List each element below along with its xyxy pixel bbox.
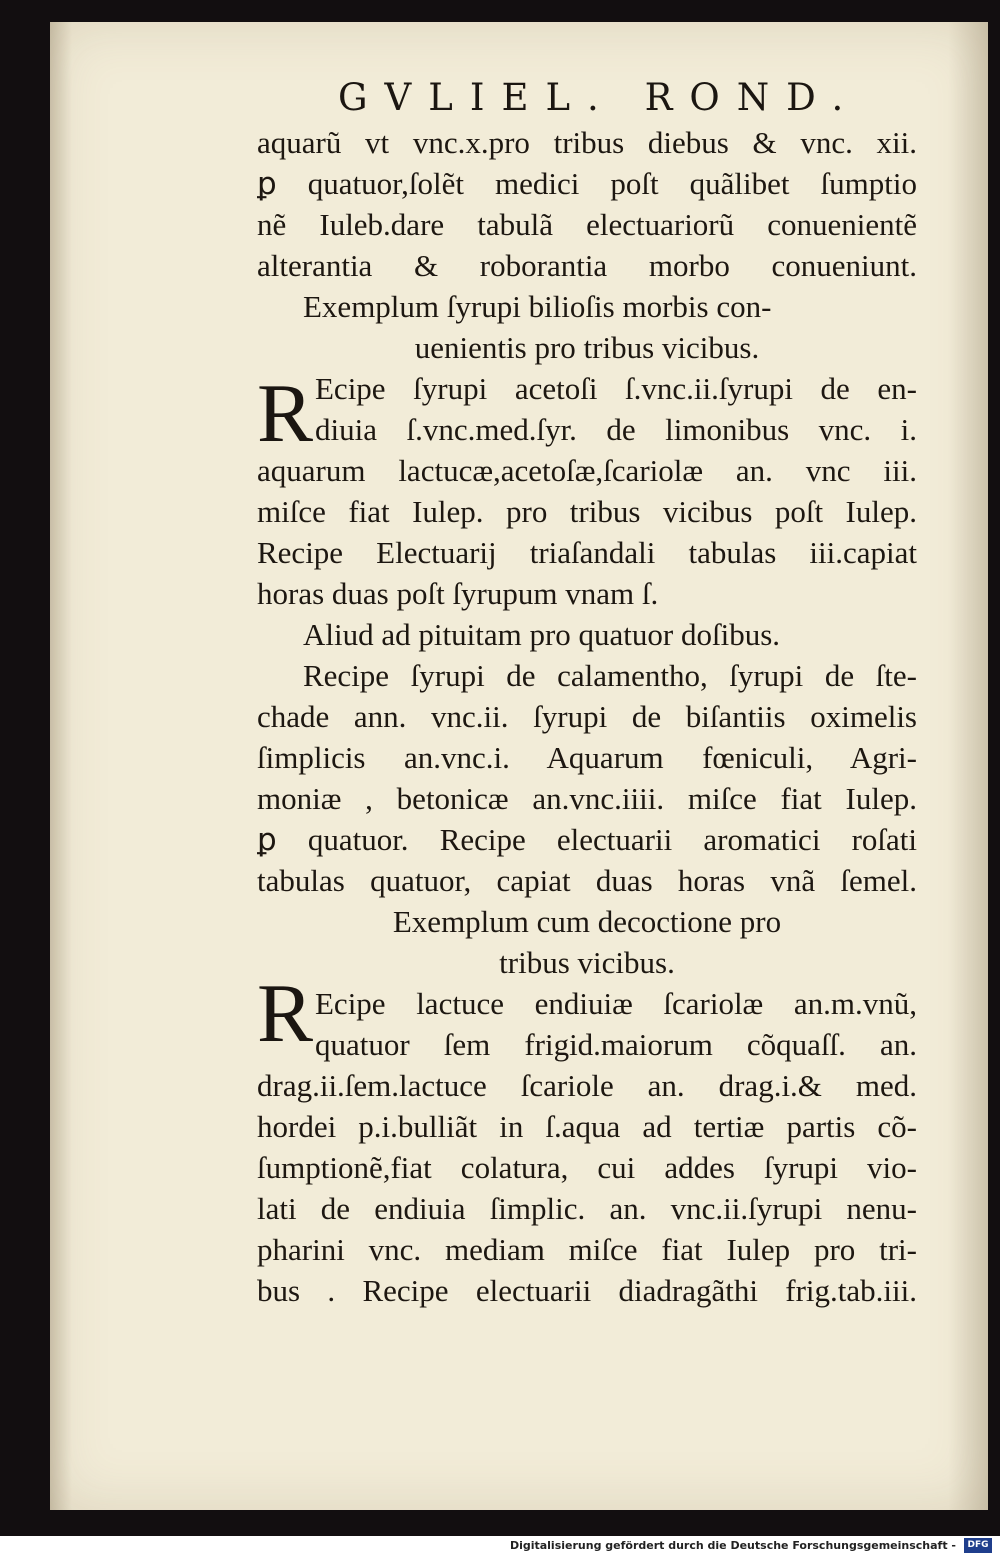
text-line: horas duas poſt ſyrupum vnam ſ.: [257, 576, 659, 611]
page-edge-shadow: [948, 22, 988, 1510]
digitization-footer: [0, 1536, 1000, 1556]
text-line: drag.ii.ſem.lactuce ſcariole an. drag.i.& med.: [257, 1068, 917, 1103]
drop-cap-first: R: [257, 367, 314, 460]
text-line: lati de endiuia ſimplic. an. vnc.ii.ſyrupi nenu-: [257, 1191, 917, 1226]
text-line: miſce fiat Iulep. pro tribus vicibus poſt Iulep.: [257, 494, 917, 529]
text-line: Recipe ſyrupi de calamentho, ſyrupi de ſte-: [303, 658, 917, 693]
text-line: Recipe Electuarij triaſandali tabulas iii.capiat: [257, 535, 917, 570]
text-line: chade ann. vnc.ii. ſyrupi de biſantiis oximelis: [257, 699, 917, 734]
text-line: Ecipe lactuce endiuiæ ſcariolæ an.m.vnũ,: [315, 986, 917, 1021]
body-text: [257, 122, 917, 1311]
text-line: bus . Recipe electuarii diadragãthi frig.tab.iii.: [257, 1273, 917, 1308]
text-line: ſumptionẽ,fiat colatura, cui addes ſyrupi vio-: [257, 1150, 917, 1185]
text-line: tabulas quatuor, capiat duas horas vnã ſemel.: [257, 863, 917, 898]
section-heading: Aliud ad pituitam pro quatuor doſibus.: [303, 617, 781, 652]
drop-cap-second: R: [257, 967, 314, 1060]
footer-credit: Digitalisierung gefördert durch die Deutsche Forschungsgemeinschaft -: [509, 1539, 956, 1552]
section-heading: uenientis pro tribus vicibus.: [414, 330, 760, 365]
text-line: moniæ , betonicæ an.vnc.iiii. miſce fiat Iulep.: [257, 781, 917, 816]
text-line: pharini vnc. mediam miſce fiat Iulep pro tri-: [257, 1232, 917, 1267]
page-gutter-shadow: [50, 22, 72, 1510]
text-line: diuia ſ.vnc.med.ſyr. de limonibus vnc. i.: [315, 412, 917, 447]
text-line: Ecipe ſyrupi acetoſi ſ.vnc.ii.ſyrupi de en-: [315, 371, 917, 406]
section-heading: tribus vicibus.: [499, 945, 675, 980]
text-line: ꝑ quatuor,ſolẽt medici poſt quãlibet ſumptio: [257, 166, 917, 201]
text-line: ſimplicis an.vnc.i. Aquarum fœniculi, Agri-: [257, 740, 917, 775]
text-line: ꝑ quatuor. Recipe electuarii aromatici roſati: [257, 822, 917, 857]
dfg-logo-icon: DFG: [964, 1538, 992, 1553]
section-heading: Exemplum cum decoctione pro: [392, 904, 782, 939]
section-heading: Exemplum ſyrupi bilioſis morbis con-: [303, 289, 772, 324]
text-line: aquarum lactucæ,acetoſæ,ſcariolæ an. vnc iii.: [257, 453, 917, 488]
running-head: GVLIEL. ROND.: [338, 76, 861, 119]
text-line: aquarũ vt vnc.x.pro tribus diebus & vnc. xii.: [257, 125, 917, 160]
text-line: quatuor ſem frigid.maiorum cõquaſſ. an.: [315, 1027, 917, 1062]
text-line: hordei p.i.bulliãt in ſ.aqua ad tertiæ partis cõ-: [257, 1109, 917, 1144]
text-line: alterantia & roborantia morbo conueniunt.: [257, 248, 917, 283]
text-line: nẽ Iuleb.dare tabulã electuariorũ conuenientẽ: [257, 207, 917, 242]
